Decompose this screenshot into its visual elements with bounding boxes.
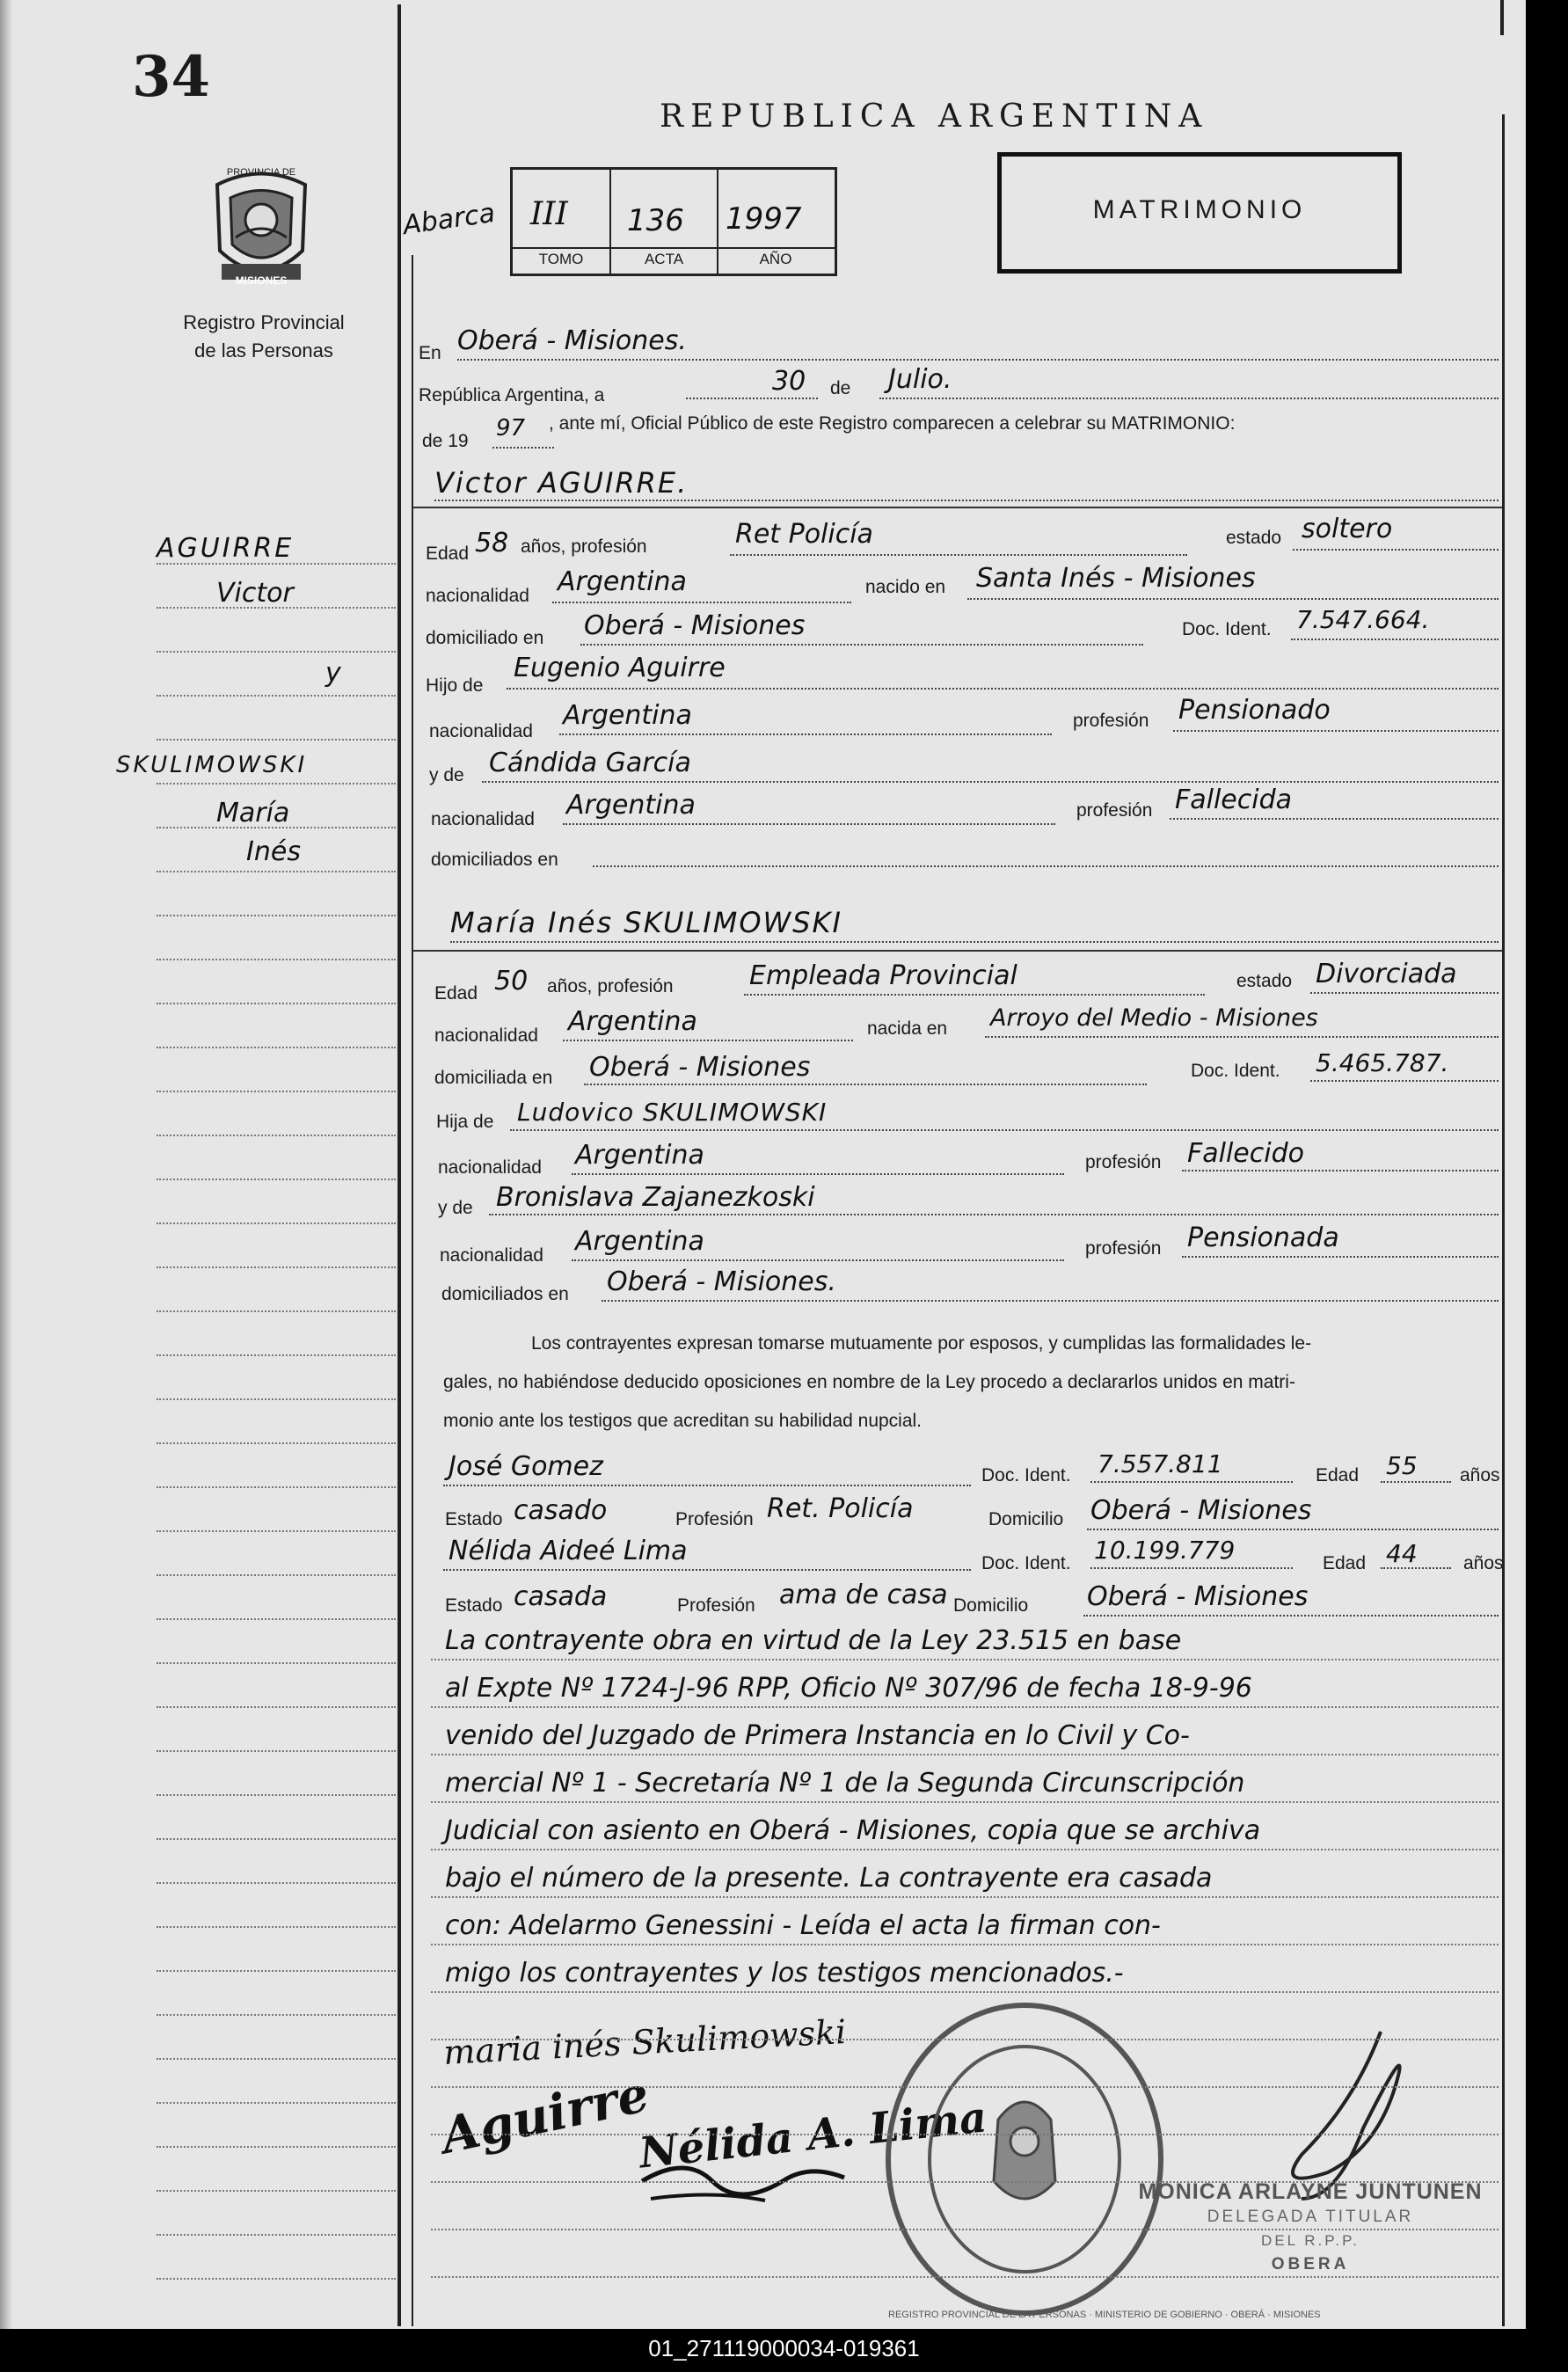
annotation-line: bajo el número de la presente. La contrayente era casada — [445, 1863, 1213, 1894]
groom-domicilio-label: domiciliado en — [426, 628, 544, 648]
groom-mother-nationality-line — [563, 823, 1055, 825]
bride-profession: Empleada Provincial — [749, 960, 1017, 991]
bride-father: Ludovico SKULIMOWSKI — [517, 1098, 828, 1127]
groom-nacionalidad-label: nacionalidad — [426, 586, 529, 606]
margin-ruled-line — [157, 607, 396, 609]
groom-nationality-line — [552, 602, 851, 603]
bride-birthplace: Arroyo del Medio - Misiones — [990, 1004, 1318, 1032]
margin-ruled-line — [157, 563, 396, 565]
bride-profession-line — [744, 994, 1205, 996]
intro-year-line — [492, 447, 554, 449]
margin-ruled-line — [157, 2058, 396, 2060]
declaration-line2: gales, no habiéndose deducido oposiciones en nombre de la Ley procedo a declararlos unidos en matri- — [443, 1372, 1295, 1392]
margin-ruled-line — [157, 1794, 396, 1796]
notes-ruled-line — [431, 2276, 1499, 2278]
bride-doc-line — [1310, 1080, 1499, 1082]
witness1-edad-label: Edad — [1316, 1465, 1360, 1485]
intro-republic-label: República Argentina, a — [419, 385, 605, 405]
margin-note-firstname2: María — [216, 798, 290, 828]
witness1-residence-line — [1087, 1529, 1499, 1530]
witness2-age-line — [1381, 1567, 1451, 1569]
stamp-ring-text: REGISTRO PROVINCIAL DE LA PERSONAS · MINISTERIO DE GOBIERNO · OBERÁ · MISIONES — [888, 2310, 1321, 2320]
bride-father-profession: Fallecido — [1187, 1138, 1304, 1169]
frame-inner-border — [412, 255, 413, 2326]
bride-nationality: Argentina — [568, 1006, 697, 1037]
groom-doc-label: Doc. Ident. — [1182, 619, 1272, 639]
bride-mother-nationality-line — [572, 1259, 1064, 1261]
groom-father-prof-label: profesión — [1073, 711, 1149, 731]
bride-edad-label: Edad — [434, 983, 478, 1004]
intro-place-line — [457, 359, 1499, 361]
witness2-doc: 10.199.779 — [1094, 1536, 1236, 1565]
bride-mother-nat-label: nacionalidad — [440, 1245, 543, 1266]
margin-note-surname2: SKULIMOWSKI — [116, 752, 308, 778]
intro-de-label: de — [830, 378, 851, 398]
seal-top-text: PROVINCIA DE — [226, 167, 296, 178]
groom-status: soltero — [1302, 514, 1393, 544]
official-office: DEL R.P.P. — [1261, 2232, 1360, 2249]
notes-ruled-line — [431, 1801, 1499, 1803]
margin-ruled-line — [157, 783, 396, 785]
witness2-estado-label: Estado — [445, 1595, 503, 1616]
record-type-box — [997, 152, 1402, 274]
page-number: 34 — [132, 44, 211, 110]
ano-value: 1997 — [726, 201, 802, 237]
declaration-line3: monio ante los testigos que acreditan su habilidad nupcial. — [443, 1411, 923, 1431]
intro-place: Oberá - Misiones. — [457, 325, 687, 356]
intro-statement: , ante mí, Oficial Público de este Registro comparecen a celebrar su MATRIMONIO: — [549, 413, 1236, 434]
bride-status: Divorciada — [1316, 959, 1457, 989]
official-city: OBERA — [1271, 2255, 1350, 2273]
witness2-age: 44 — [1386, 1539, 1418, 1568]
bride-mother-prof-label: profesión — [1085, 1238, 1162, 1259]
groom-hijo-label: Hijo de — [426, 675, 484, 696]
bride-nacida-label: nacida en — [867, 1018, 948, 1039]
groom-section-divider — [413, 507, 1502, 508]
country-title: REPUBLICA ARGENTINA — [660, 99, 1209, 135]
intro-year-prefix: de 19 — [422, 431, 469, 451]
margin-ruled-line — [157, 651, 396, 653]
margin-ruled-line — [157, 1047, 396, 1048]
margin-ruled-line — [157, 1135, 396, 1136]
groom-parents-residence-line — [593, 865, 1499, 867]
intro-month-line — [879, 398, 1499, 399]
margin-ruled-line — [157, 1266, 396, 1268]
groom-father-line — [507, 688, 1499, 690]
registry-name-line2: de las Personas — [194, 339, 333, 361]
bride-mother-line — [489, 1214, 1499, 1215]
margin-ruled-line — [157, 2102, 396, 2104]
notes-ruled-line — [431, 1849, 1499, 1850]
margin-ruled-line — [157, 1926, 396, 1928]
groom-mother: Cándida García — [489, 748, 691, 778]
margin-ruled-line — [157, 695, 396, 697]
margin-ruled-line — [157, 1091, 396, 1092]
witness2-domicilio-label: Domicilio — [953, 1595, 1029, 1616]
notes-ruled-line — [431, 1706, 1499, 1708]
bride-parents-residence-line — [602, 1300, 1499, 1302]
groom-yde-label: y de — [429, 765, 464, 785]
groom-residence: Oberá - Misiones — [584, 610, 806, 641]
witness1-anos-label: años — [1460, 1465, 1500, 1485]
witness1-profession: Ret. Policía — [767, 1493, 914, 1524]
margin-ruled-line — [157, 1574, 396, 1576]
witness1-age: 55 — [1386, 1451, 1418, 1480]
annotation-line: con: Adelarmo Genessini - Leída el acta la firman con- — [445, 1910, 1161, 1941]
witness2-residence-line — [1083, 1615, 1499, 1617]
official-name: MONICA ARLAYNE JUNTUNEN — [1138, 2179, 1483, 2204]
tomo-value: III — [530, 196, 568, 232]
bride-father-profession-line — [1182, 1170, 1499, 1171]
annotation-line: mercial Nº 1 - Secretaría Nº 1 de la Segunda Circunscripción — [445, 1768, 1245, 1799]
bride-mother-profession-line — [1182, 1256, 1499, 1258]
file-name-label: 01_271119000034-019361 — [648, 2335, 920, 2361]
witness1-doc: 7.557.811 — [1098, 1449, 1223, 1478]
margin-ruled-line — [157, 2234, 396, 2236]
notes-ruled-line — [431, 1896, 1499, 1898]
groom-mother-profession: Fallecida — [1175, 785, 1293, 815]
notes-ruled-line — [431, 1944, 1499, 1945]
margin-ruled-line — [157, 1354, 396, 1356]
bride-yde-label: y de — [438, 1198, 473, 1218]
bride-nacionalidad-label: nacionalidad — [434, 1025, 538, 1046]
annotation-line: La contrayente obra en virtud de la Ley 23.515 en base — [445, 1625, 1182, 1656]
groom-mother-profession-line — [1170, 818, 1499, 820]
margin-note-surname: AGUIRRE — [157, 533, 295, 564]
margin-ruled-line — [157, 2146, 396, 2148]
tomo-label: TOMO — [538, 251, 584, 267]
annotation-line: migo los contrayentes y los testigos mencionados.- — [445, 1958, 1124, 1989]
groom-estado-label: estado — [1226, 528, 1282, 548]
groom-mother-nationality: Argentina — [566, 790, 696, 821]
notes-ruled-line — [431, 2039, 1499, 2040]
margin-ruled-line — [157, 1970, 396, 1972]
witness2-doc-label: Doc. Ident. — [981, 1553, 1071, 1573]
margin-ruled-line — [157, 1530, 396, 1532]
annotation-line: al Expte Nº 1724-J-96 RPP, Oficio Nº 307/96 de fecha 18-9-96 — [445, 1673, 1252, 1704]
bride-name: María Inés SKULIMOWSKI — [450, 906, 842, 939]
margin-note-middlename: Inés — [246, 836, 301, 867]
margin-ruled-line — [157, 1838, 396, 1840]
groom-father-profession: Pensionado — [1178, 695, 1331, 726]
frame-top-right-mark — [1500, 0, 1504, 35]
registry-name-line1: Registro Provincial — [183, 311, 345, 333]
notes-ruled-line — [431, 1754, 1499, 1755]
notes-ruled-line — [431, 1659, 1499, 1660]
bride-mother: Bronislava Zajanezkoski — [496, 1182, 815, 1213]
bride-doc-label: Doc. Ident. — [1191, 1061, 1280, 1081]
margin-ruled-line — [157, 2190, 396, 2192]
bride-father-nationality-line — [572, 1173, 1064, 1175]
groom-parents-dom-label: domiciliados en — [431, 850, 558, 870]
witness1-profesion-label: Profesión — [675, 1509, 754, 1529]
groom-name: Victor AGUIRRE. — [434, 466, 689, 500]
acta-label: ACTA — [644, 251, 684, 267]
witness1-estado-label: Estado — [445, 1509, 503, 1529]
groom-doc: 7.547.664. — [1296, 605, 1430, 634]
groom-father: Eugenio Aguirre — [514, 653, 726, 683]
notes-ruled-line — [431, 2229, 1499, 2230]
margin-ruled-line — [157, 1442, 396, 1444]
margin-ruled-line — [157, 1618, 396, 1620]
groom-nationality: Argentina — [558, 566, 687, 597]
bride-father-line — [510, 1129, 1499, 1131]
groom-residence-line — [580, 644, 1143, 646]
groom-mother-line — [482, 781, 1499, 783]
groom-profesion-label: años, profesión — [521, 536, 647, 557]
bride-domicilio-label: domiciliada en — [434, 1068, 553, 1088]
groom-birthplace-line — [967, 598, 1499, 600]
margin-ruled-line — [157, 1398, 396, 1400]
witness1-name: José Gomez — [449, 1451, 603, 1482]
groom-edad-label: Edad — [426, 544, 470, 564]
bride-residence: Oberá - Misiones — [589, 1052, 811, 1083]
frame-left-border — [397, 4, 401, 2326]
groom-profession: Ret Policía — [735, 519, 873, 550]
witness2-name: Nélida Aideé Lima — [449, 1536, 688, 1566]
official-title: DELEGADA TITULAR — [1207, 2208, 1414, 2226]
margin-ruled-line — [157, 1662, 396, 1664]
bride-profesion-label: años, profesión — [547, 976, 674, 996]
witness2-profesion-label: Profesión — [677, 1595, 755, 1616]
bride-residence-line — [584, 1084, 1147, 1085]
margin-ruled-line — [157, 1003, 396, 1004]
margin-ruled-line — [157, 1750, 396, 1752]
signature-bride: maria inés Skulimowski — [442, 2012, 848, 2072]
witness2-name-line — [443, 1569, 971, 1571]
groom-name-line — [434, 500, 1499, 501]
notes-ruled-line — [431, 2181, 1499, 2183]
margin-ruled-line — [157, 1222, 396, 1224]
signature-witness: Nélida A. Lima — [637, 2092, 989, 2179]
margin-ruled-line — [157, 827, 396, 828]
bride-father-prof-label: profesión — [1085, 1152, 1162, 1172]
witness1-residence: Oberá - Misiones — [1090, 1495, 1312, 1526]
witness1-doc-label: Doc. Ident. — [981, 1465, 1071, 1485]
frame-right-border — [1502, 114, 1505, 2326]
groom-nacido-label: nacido en — [865, 577, 946, 597]
ano-label: AÑO — [759, 251, 792, 267]
annotation-line: Judicial con asiento en Oberá - Misiones, copia que se archiva — [445, 1815, 1261, 1846]
witness1-domicilio-label: Domicilio — [988, 1509, 1064, 1529]
signature-groom: Aguirre — [435, 2064, 654, 2166]
page-edge-shadow — [0, 0, 12, 2329]
witness1-doc-line — [1090, 1481, 1293, 1483]
bride-mother-nationality: Argentina — [575, 1226, 704, 1257]
bride-nationality-line — [563, 1040, 853, 1041]
groom-mother-prof-label: profesión — [1076, 800, 1153, 821]
margin-ruled-line — [157, 915, 396, 916]
coat-of-arms-icon — [204, 167, 318, 290]
bride-birthplace-line — [985, 1036, 1499, 1038]
acta-value: 136 — [627, 203, 684, 238]
groom-profession-line — [730, 554, 1187, 556]
margin-ruled-line — [157, 1882, 396, 1884]
bride-father-nationality: Argentina — [575, 1140, 704, 1171]
margin-ruled-line — [157, 959, 396, 960]
witness2-edad-label: Edad — [1323, 1553, 1367, 1573]
notes-ruled-line — [431, 1991, 1499, 1993]
witness1-name-line — [443, 1485, 971, 1486]
groom-father-profession-line — [1173, 730, 1499, 732]
bride-doc: 5.465.787. — [1316, 1048, 1449, 1077]
witness2-residence: Oberá - Misiones — [1087, 1581, 1309, 1612]
annotation-line: venido del Juzgado de Primera Instancia en lo Civil y Co- — [445, 1720, 1190, 1751]
bride-age: 50 — [494, 966, 529, 996]
groom-birthplace: Santa Inés - Misiones — [976, 563, 1256, 594]
groom-father-nat-label: nacionalidad — [429, 721, 533, 741]
margin-ruled-line — [157, 1310, 396, 1312]
groom-doc-line — [1291, 639, 1499, 640]
record-type: MATRIMONIO — [1092, 195, 1307, 224]
bride-hija-label: Hija de — [436, 1112, 494, 1132]
margin-ruled-line — [157, 2014, 396, 2016]
record-number-box — [510, 167, 837, 276]
bride-parents-dom-label: domiciliados en — [441, 1284, 569, 1304]
witness1-age-line — [1381, 1481, 1451, 1483]
intro-day-line — [686, 398, 818, 399]
bride-estado-label: estado — [1236, 971, 1293, 991]
intro-en-label: En — [419, 343, 441, 363]
record-side-note: Abarca — [401, 197, 498, 242]
groom-father-nationality: Argentina — [563, 700, 692, 731]
groom-father-nationality-line — [559, 733, 1052, 735]
groom-mother-nat-label: nacionalidad — [431, 809, 535, 829]
seal-bottom-text: MISIONES — [235, 274, 288, 287]
intro-month: Julio. — [888, 364, 952, 395]
margin-note-conjunction: y — [325, 658, 341, 689]
bride-parents-residence: Oberá - Misiones. — [607, 1266, 836, 1297]
margin-ruled-line — [157, 2278, 396, 2280]
margin-note-firstname: Victor — [216, 578, 294, 609]
groom-age: 58 — [475, 528, 509, 558]
witness1-status: casado — [514, 1495, 608, 1526]
bride-mother-profession: Pensionada — [1187, 1222, 1339, 1253]
groom-status-line — [1293, 549, 1499, 551]
bride-father-nat-label: nacionalidad — [438, 1157, 542, 1178]
margin-ruled-line — [157, 871, 396, 872]
intro-day: 30 — [772, 366, 806, 397]
notes-ruled-line — [431, 2134, 1499, 2135]
witness2-anos-label: años — [1463, 1553, 1504, 1573]
bride-section-divider — [413, 950, 1502, 952]
margin-ruled-line — [157, 1179, 396, 1180]
bride-name-line — [450, 941, 1499, 943]
notes-ruled-line — [431, 2086, 1499, 2088]
witness2-profession: ama de casa — [779, 1580, 948, 1610]
intro-year: 97 — [496, 415, 526, 442]
witness2-doc-line — [1090, 1567, 1293, 1569]
witness2-status: casada — [514, 1581, 608, 1612]
bride-status-line — [1310, 992, 1499, 994]
declaration-line1: Los contrayentes expresan tomarse mutuamente por esposos, y cumplidas las formalidades le- — [531, 1333, 1312, 1354]
margin-ruled-line — [157, 1706, 396, 1708]
margin-ruled-line — [157, 739, 396, 741]
margin-ruled-line — [157, 1486, 396, 1488]
